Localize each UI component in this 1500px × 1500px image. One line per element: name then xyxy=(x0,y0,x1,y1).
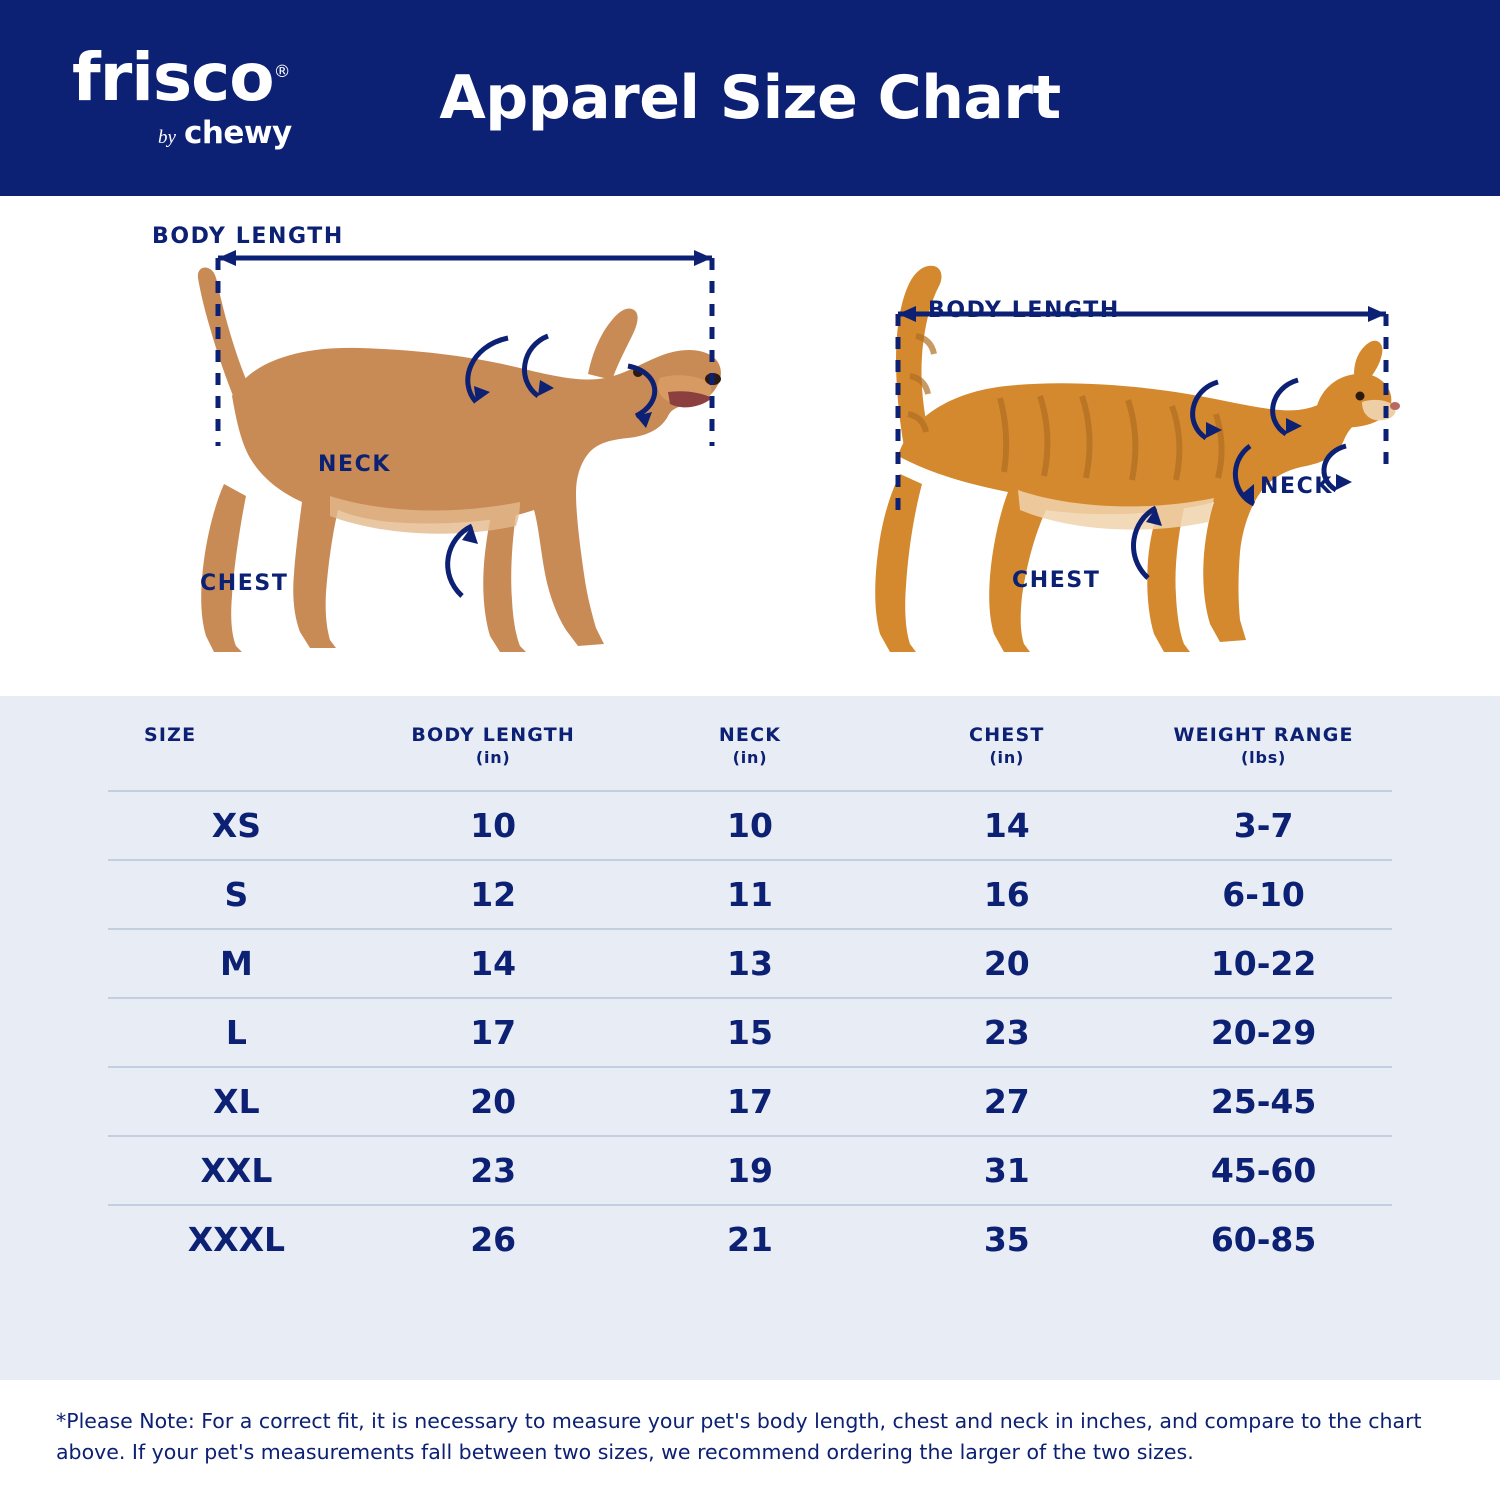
cell-neck: 13 xyxy=(622,929,879,998)
logo-chewy-text: chewy xyxy=(183,115,292,151)
cell-body-length: 23 xyxy=(365,1136,622,1205)
cell-body-length: 14 xyxy=(365,929,622,998)
column-header-weight-range-unit: (lbs) xyxy=(1241,747,1287,767)
cell-size: XL xyxy=(108,1067,365,1136)
cell-size: XXL xyxy=(108,1136,365,1205)
cell-neck: 21 xyxy=(727,1219,773,1259)
size-table-section xyxy=(0,696,1500,1380)
dog-neck-label: NECK xyxy=(318,452,392,477)
column-header-neck xyxy=(622,696,879,791)
cat-body-length-label: BODY LENGTH xyxy=(928,298,1120,323)
cell-weight-range: 3-7 xyxy=(1135,791,1392,860)
cat-panel xyxy=(750,196,1500,696)
size-table xyxy=(108,696,1392,1273)
column-header-size xyxy=(108,696,365,791)
cell-weight-range: 45-60 xyxy=(1135,1136,1392,1205)
cell-body-length: 17 xyxy=(365,998,622,1067)
column-header-neck-label: NECK xyxy=(718,724,782,746)
logo-text: frisco xyxy=(72,39,274,116)
table-row xyxy=(108,860,1392,929)
cat-chest-label: CHEST xyxy=(1012,568,1101,593)
column-header-neck-unit: (in) xyxy=(732,747,768,767)
table-row xyxy=(108,1205,1392,1273)
cell-chest: 31 xyxy=(878,1136,1135,1205)
cell-chest: 20 xyxy=(878,929,1135,998)
table-header-row xyxy=(108,696,1392,791)
cell-size: M xyxy=(108,929,365,998)
cell-neck: 15 xyxy=(622,998,879,1067)
column-header-body-length xyxy=(365,696,622,791)
cell-size: S xyxy=(108,860,365,929)
dog-chest-label: CHEST xyxy=(200,571,289,596)
cell-neck: 10 xyxy=(622,791,879,860)
cell-size: L xyxy=(108,998,365,1067)
logo-by-text: by xyxy=(158,127,176,148)
cell-body-length: 20 xyxy=(365,1067,622,1136)
cell-chest: 23 xyxy=(878,998,1135,1067)
cell-chest: 35 xyxy=(983,1219,1030,1259)
table-row xyxy=(108,1136,1392,1205)
column-header-chest xyxy=(878,696,1135,791)
cell-size: XXXL xyxy=(187,1219,286,1259)
size-table-body xyxy=(108,791,1392,1273)
illustration-band xyxy=(0,196,1500,696)
cell-body-length: 26 xyxy=(470,1219,517,1259)
cell-body-length: 10 xyxy=(365,791,622,860)
cell-neck: 19 xyxy=(622,1136,879,1205)
column-header-body-length-unit: (in) xyxy=(475,747,511,767)
size-table-head xyxy=(108,696,1392,791)
cat-neck-label: NECK xyxy=(1260,474,1334,499)
cell-size: XS xyxy=(108,791,365,860)
table-row xyxy=(108,1067,1392,1136)
page-title: Apparel Size Chart xyxy=(439,63,1061,133)
dog-panel xyxy=(0,196,750,696)
footnote: *Please Note: For a correct fit, it is necessary to measure your pet's body length, chest and neck in inches, and compare to the chart above. If your pet's measurements fall between two sizes, we recommend ordering the larger of the two sizes. xyxy=(0,1380,1500,1500)
cell-body-length: 12 xyxy=(365,860,622,929)
column-header-weight-range-label: WEIGHT RANGE xyxy=(1173,724,1354,746)
dog-body-length-label: BODY LENGTH xyxy=(152,224,344,249)
table-row xyxy=(108,929,1392,998)
cell-chest: 27 xyxy=(878,1067,1135,1136)
cell-weight-range: 10-22 xyxy=(1135,929,1392,998)
column-header-body-length-label: BODY LENGTH xyxy=(411,724,576,746)
cell-weight-range: 25-45 xyxy=(1135,1067,1392,1136)
cell-chest: 16 xyxy=(878,860,1135,929)
cell-weight-range: 6-10 xyxy=(1135,860,1392,929)
cell-neck: 11 xyxy=(622,860,879,929)
page-header xyxy=(0,0,1500,196)
table-row xyxy=(108,791,1392,860)
column-header-size-label: SIZE xyxy=(144,724,197,746)
dog-illustration-icon xyxy=(0,196,750,696)
column-header-chest-label: CHEST xyxy=(969,724,1045,746)
table-row xyxy=(108,998,1392,1067)
cell-weight-range: 60-85 xyxy=(1210,1219,1317,1259)
column-header-weight-range xyxy=(1135,696,1392,791)
column-header-chest-unit: (in) xyxy=(989,747,1025,767)
cell-neck: 17 xyxy=(622,1067,879,1136)
registered-mark-icon: ® xyxy=(273,62,290,82)
cat-illustration-icon xyxy=(750,196,1500,696)
cell-chest: 14 xyxy=(878,791,1135,860)
cell-weight-range: 20-29 xyxy=(1135,998,1392,1067)
